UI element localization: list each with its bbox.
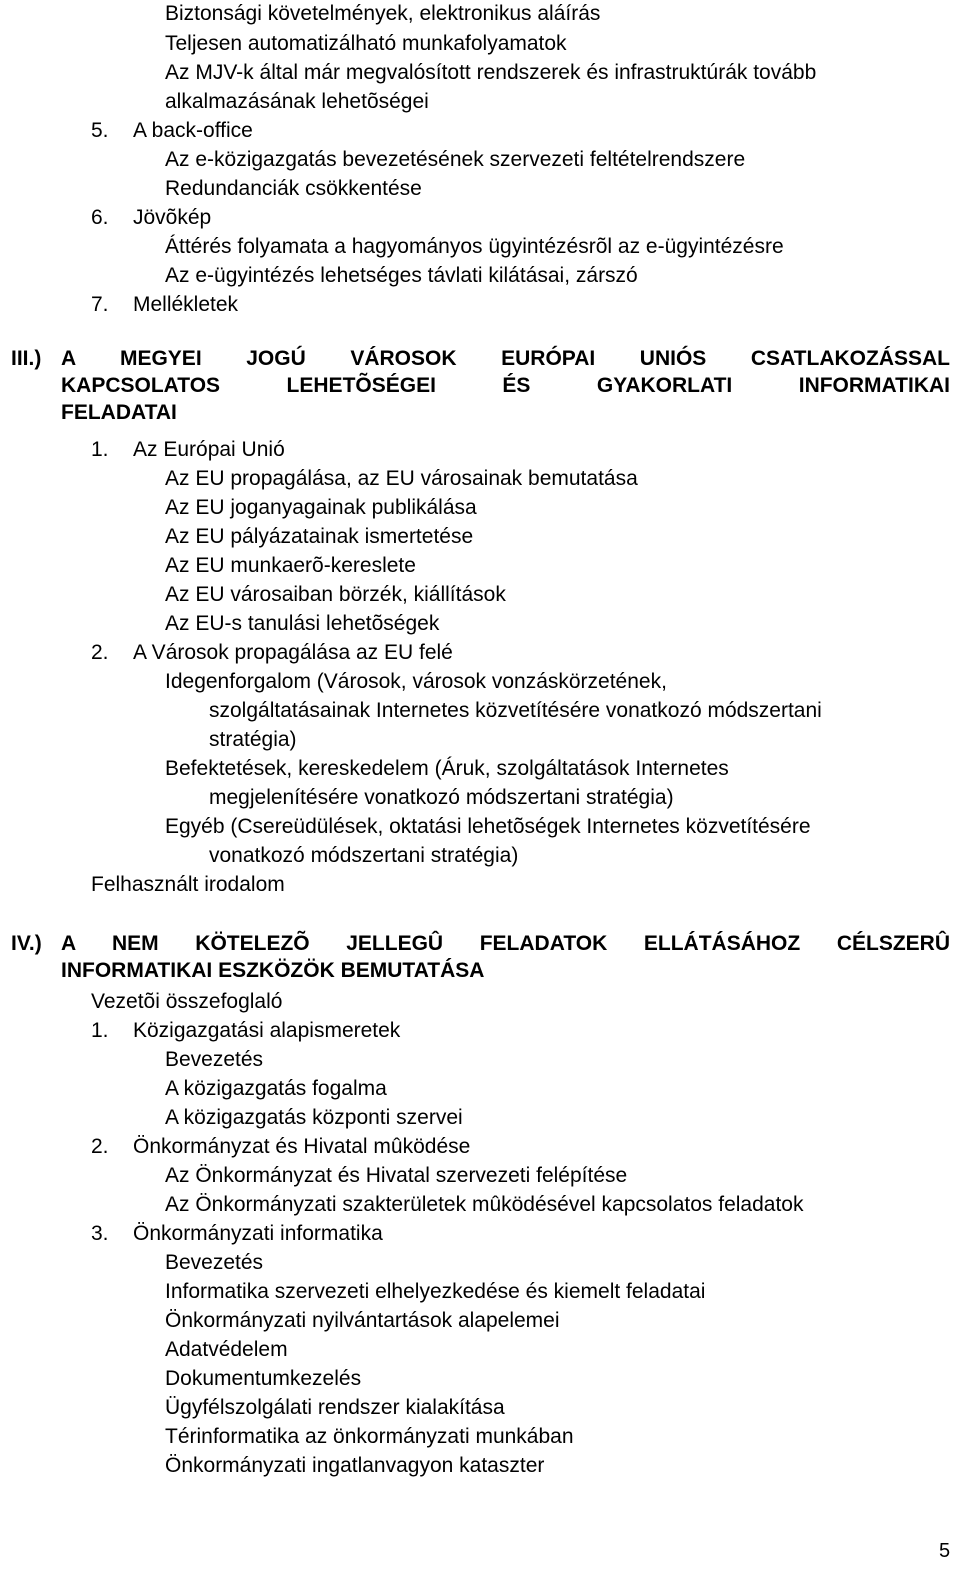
toc-line: Biztonsági követelmények, elektronikus aláírás [165,2,601,25]
toc-line: Bevezetés [165,1048,264,1071]
toc-line: Térinformatika az önkormányzati munkában [165,1425,574,1448]
toc-item-number: 2. [91,1135,109,1158]
section-roman-numeral: III.) [11,347,42,370]
toc-item-title: Az Európai Unió [133,438,285,461]
toc-line-continuation: szolgáltatásainak Internetes közvetítésére vonatkozó módszertani [209,699,822,722]
toc-item-number: 1. [91,438,109,461]
toc-line: Teljesen automatizálható munkafolyamatok [165,32,567,55]
toc-line: Az EU propagálása, az EU városainak bemutatása [165,467,638,490]
toc-line: Befektetések, kereskedelem (Áruk, szolgáltatások Internetes [165,757,729,780]
section-roman-numeral: IV.) [11,932,42,955]
toc-item-title: Önkormányzati informatika [133,1222,383,1245]
section-heading-line: A MEGYEI JOGÚ VÁROSOK EURÓPAI UNIÓS CSATLAKOZÁSSAL [61,347,950,370]
section-heading [61,345,950,426]
toc-item-number: 3. [91,1222,109,1245]
section-heading-line: INFORMATIKAI ESZKÖZÖK BEMUTATÁSA [61,959,485,982]
toc-line: alkalmazásának lehetõségei [165,90,429,113]
toc-line: Idegenforgalom (Városok, városok vonzáskörzetének, [165,670,667,693]
section-heading-line: A NEM KÖTELEZÕ JELLEGÛ FELADATOK ELLÁTÁSÁHOZ CÉLSZERÛ [61,932,950,955]
toc-line: Redundanciák csökkentése [165,177,422,200]
toc-line: Az EU munkaerõ-kereslete [165,554,416,577]
toc-item-number: 2. [91,641,109,664]
toc-line: Az MJV-k által már megvalósított rendszerek és infrastruktúrák tovább [165,61,817,84]
section-heading-line: KAPCSOLATOS LEHETÕSÉGEI ÉS GYAKORLATI INFORMATIKAI [61,374,950,397]
toc-item-number: 5. [91,119,109,142]
toc-line: Ügyfélszolgálati rendszer kialakítása [165,1396,505,1419]
section-heading-line: FELADATAI [61,401,177,424]
toc-item-title: Mellékletek [133,293,239,316]
toc-line: Az Önkormányzati szakterületek mûködésével kapcsolatos feladatok [165,1193,804,1216]
toc-item-title: A back-office [133,119,253,142]
toc-line: Önkormányzati nyilvántartások alapelemei [165,1309,560,1332]
toc-line: Az EU pályázatainak ismertetése [165,525,474,548]
toc-item-title: Felhasznált irodalom [91,873,285,896]
page-number: 5 [939,1540,951,1562]
toc-item-title: Vezetõi összefoglaló [91,990,283,1013]
toc-item-number: 7. [91,293,109,316]
section-heading [61,930,950,984]
toc-item-title: A Városok propagálása az EU felé [133,641,453,664]
toc-line: Egyéb (Csereüdülések, oktatási lehetõségek Internetes közvetítésére [165,815,811,838]
toc-line: Önkormányzati ingatlanvagyon kataszter [165,1454,545,1477]
toc-line: Az Önkormányzat és Hivatal szervezeti felépítése [165,1164,628,1187]
toc-line: Bevezetés [165,1251,264,1274]
toc-line: Az e-ügyintézés lehetséges távlati kilátásai, zárszó [165,264,638,287]
toc-item-title: Közigazgatási alapismeretek [133,1019,401,1042]
toc-line-continuation: vonatkozó módszertani stratégia) [209,844,519,867]
toc-item-number: 6. [91,206,109,229]
toc-line: Az EU városaiban börzék, kiállítások [165,583,506,606]
toc-line-continuation: megjelenítésére vonatkozó módszertani stratégia) [209,786,674,809]
toc-line: Az EU-s tanulási lehetõségek [165,612,440,635]
toc-line: Áttérés folyamata a hagyományos ügyintézésrõl az e-ügyintézésre [165,235,784,258]
toc-line-continuation: stratégia) [209,728,297,751]
toc-line: Dokumentumkezelés [165,1367,362,1390]
toc-line: Adatvédelem [165,1338,288,1361]
toc-line: A közigazgatás központi szervei [165,1106,463,1129]
toc-item-title: Jövõkép [133,206,212,229]
toc-line: A közigazgatás fogalma [165,1077,387,1100]
toc-item-title: Önkormányzat és Hivatal mûködése [133,1135,471,1158]
toc-item-number: 1. [91,1019,109,1042]
toc-line: Az e-közigazgatás bevezetésének szervezeti feltételrendszere [165,148,746,171]
toc-line: Az EU joganyagainak publikálása [165,496,477,519]
toc-line: Informatika szervezeti elhelyezkedése és kiemelt feladatai [165,1280,706,1303]
